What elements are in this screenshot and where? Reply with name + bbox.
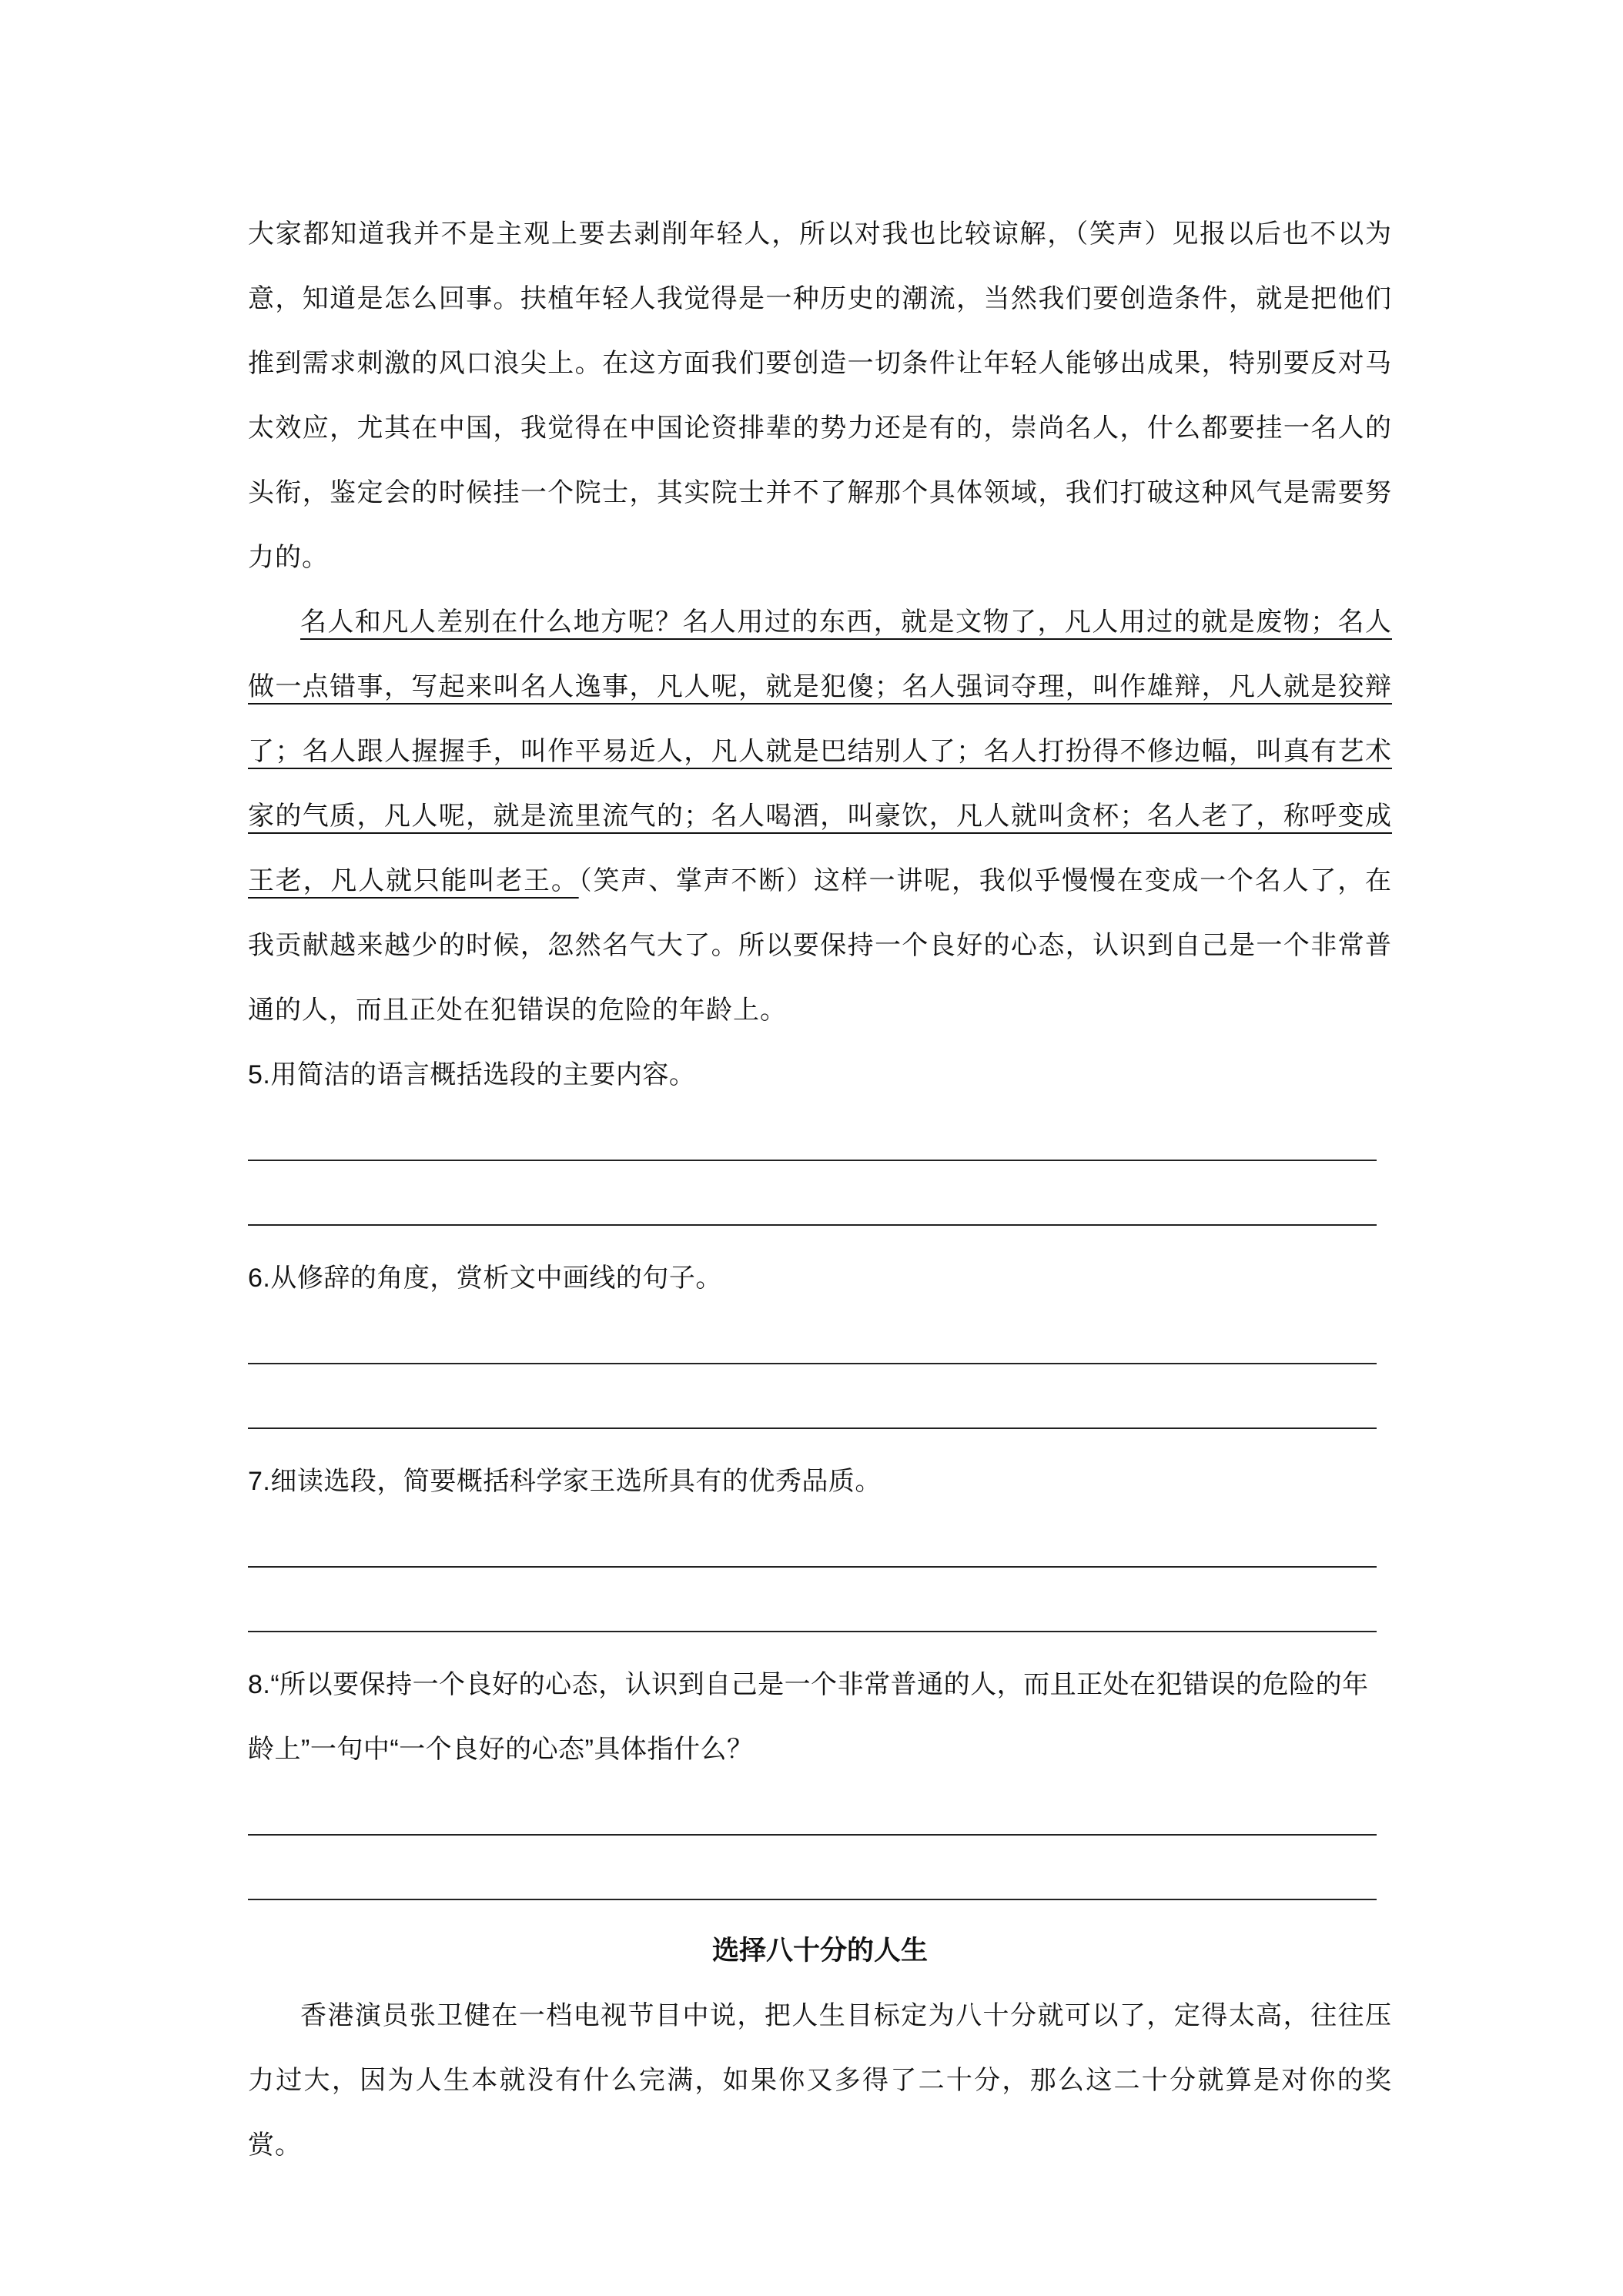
passage-paragraph-2 bbox=[248, 590, 1392, 1043]
passage-two-title: 选择八十分的人生 bbox=[711, 1936, 928, 1966]
answer-line[interactable] bbox=[248, 1172, 1392, 1237]
question-6: 6.从修辞的角度，赏析文中画线的句子。 bbox=[248, 1263, 722, 1293]
passage-paragraph-1: 大家都知道我并不是主观上要去剥削年轻人，所以对我也比较谅解，（笑声）见报以后也不以为意，知道是怎么回事。扶植年轻人我觉得是一种历史的潮流，当然我们要创造条件，就是把他们推到需求刺激的风口浪尖上。在这方面我们要创造一切条件让年轻人能够出成果，特别要反对马太效应，尤其在中国，我觉得在中国论资排辈的势力还是有的，崇尚名人，什么都要挂一名人的头衔，鉴定会的时候挂一个院士，其实院士并不了解那个具体领域，我们打破这种风气是需要努力的。 bbox=[248, 219, 1392, 573]
answer-line[interactable] bbox=[248, 1846, 1392, 1911]
answer-line[interactable] bbox=[248, 1107, 1392, 1172]
question-7: 7.细读选段，简要概括科学家王选所具有的优秀品质。 bbox=[248, 1467, 882, 1496]
document-page bbox=[248, 202, 1392, 2177]
question-8: 8.“所以要保持一个良好的心态，认识到自己是一个非常普通的人，而且正处在犯错误的危险的年龄上”一句中“一个良好的心态”具体指什么？ bbox=[248, 1670, 1369, 1764]
underlined-sentences: 名人和凡人差别在什么地方呢？名人用过的东西，就是文物了，凡人用过的就是废物；名人做一点错事，写起来叫名人逸事，凡人呢，就是犯傻；名人强词夺理，叫作雄辩，凡人就是狡辩了；名人跟人握握手，叫作平易近人，凡人就是巴结别人了；名人打扮得不修边幅，叫真有艺术家的气质，凡人呢，就是流里流气的；名人喝酒，叫豪饮，凡人就叫贪杯；名人老了，称呼变成王老，凡人就只能叫老王。 bbox=[248, 607, 1392, 896]
answer-line[interactable] bbox=[248, 1514, 1392, 1578]
answer-line[interactable] bbox=[248, 1782, 1392, 1846]
answer-line[interactable] bbox=[248, 1375, 1392, 1440]
passage-two-paragraph-1: 香港演员张卫健在一档电视节目中说，把人生目标定为八十分就可以了，定得太高，往往压力过大，因为人生本就没有什么完满，如果你又多得了二十分，那么这二十分就算是对你的奖赏。 bbox=[248, 2000, 1392, 2160]
answer-line[interactable] bbox=[248, 1578, 1392, 1643]
answer-line[interactable] bbox=[248, 1310, 1392, 1375]
paragraph-2-continuation: （笑声、掌声不断）这样一讲呢，我似乎慢慢在变成一个名人了，在我贡献越来越少的时候，忽然名气大了。所以要保持一个良好的心态，认识到自己是一个非常普通的人，而且正处在犯错误的危险的年龄上。 bbox=[248, 865, 1393, 1026]
question-5: 5.用简洁的语言概括选段的主要内容。 bbox=[248, 1060, 696, 1089]
